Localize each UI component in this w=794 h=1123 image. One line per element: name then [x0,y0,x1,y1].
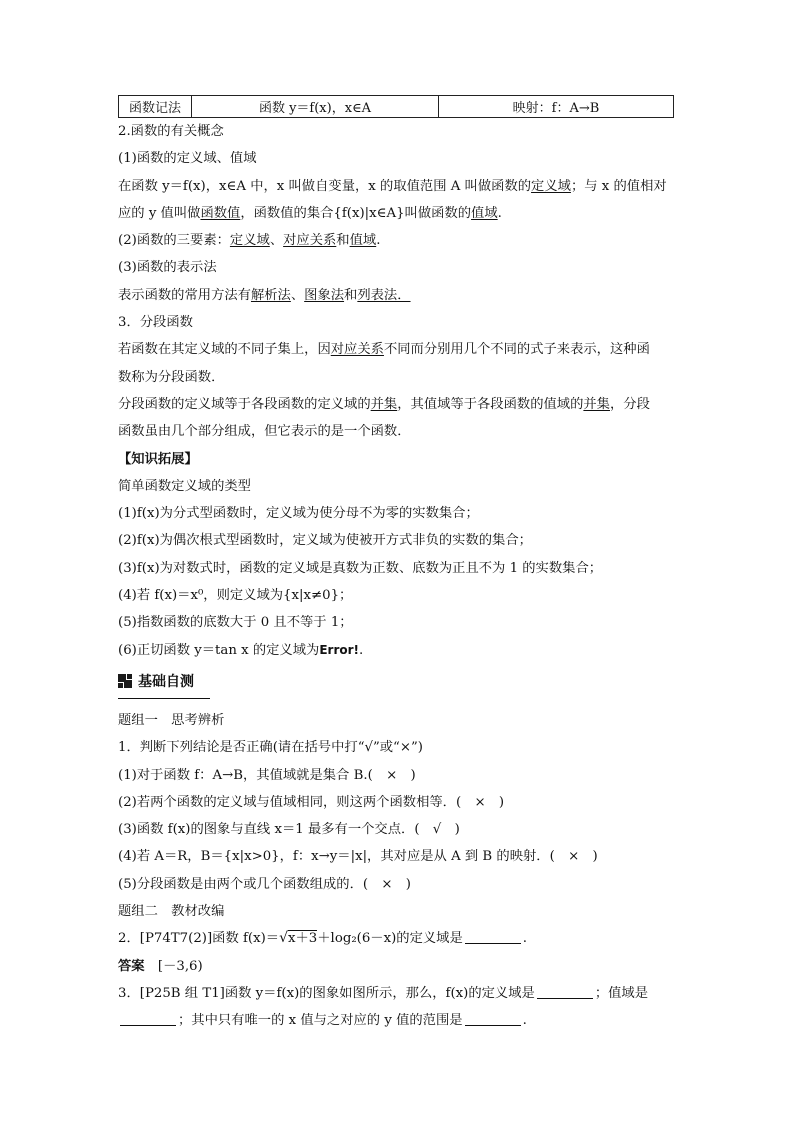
paragraph: 函数虽由几个部分组成，但它表示的是一个函数． [118,424,411,440]
list-item: (1)f(x)为分式型函数时，定义域为使分母不为零的实数集合； [118,506,479,522]
paragraph: (2)函数的三要素：定义域、对应关系和值域. [118,233,381,249]
question-group-title: 题组一 思考辨析 [118,712,225,728]
section-heading [118,666,210,699]
section-title: 基础自测 [138,673,194,690]
paragraph: 在函数 y＝f(x)，x∈A 中，x 叫做自变量，x 的取值范围 A 叫做函数的定义域；与 x 的值相对 [118,178,667,194]
answer-blank [465,929,521,944]
answer: 答案 [－3,6) [118,958,203,974]
paragraph: (1)函数的定义域、值域 [118,151,257,167]
list-item: (4)若 f(x)＝x⁰，则定义域为{x|x≠0}； [118,588,353,604]
question-item: (2)若两个函数的定义域与值域相同，则这两个函数相等．( × ) [118,794,505,810]
question-item: (3)函数 f(x)的图象与直线 x＝1 最多有一个交点．( √ ) [118,822,460,838]
question-group-title: 题组二 教材改编 [118,904,225,920]
question: ；其中只有唯一的 x 值与之对应的 y 值的范围是 . [118,1007,678,1034]
paragraph: 若函数在其定义域的不同子集上，因对应关系不同而分别用几个不同的式子来表示，这种函 [118,342,650,358]
question: 3．[P25B 组 T1]函数 y＝f(x)的图象如图所示，那么，f(x)的定义域是 ；值域是 [118,985,649,1001]
list-item: (3)f(x)为对数式时，函数的定义域是真数为正数、底数为正且不为 1 的实数集合； [118,560,603,576]
section-square-icon [118,674,132,688]
paragraph: 分段函数的定义域等于各段函数的定义域的并集，其值域等于各段函数的值域的并集，分段 [118,396,650,412]
paragraph: 数称为分段函数． [118,369,225,385]
question-item: (1)对于函数 f：A→B，其值域就是集合 B.( × ) [118,767,416,783]
paragraph: 简单函数定义域的类型 [118,478,251,494]
document-page [118,95,678,1035]
knowledge-extension-heading: 【知识拓展】 [118,451,198,467]
table-cell-mapping: 映射：f：A→B [439,96,674,118]
paragraph: 表示函数的常用方法有解析法、图象法和列表法． [118,287,411,303]
function-notation-table [118,95,674,118]
answer-blank [537,984,593,999]
paragraph: (3)函数的表示法 [118,260,217,276]
answer-blank [465,1011,521,1026]
heading-2: 2.函数的有关概念 [118,124,224,139]
heading-3: 3．分段函数 [118,315,193,331]
question-item: (5)分段函数是由两个或几个函数组成的．( × ) [118,876,411,892]
list-item: (6)正切函数 y＝tan x 的定义域为Error!. [118,642,364,658]
list-item: (5)指数函数的底数大于 0 且不等于 1； [118,615,353,631]
question-item: (4)若 A＝R，B＝{x|x>0}，f：x→y＝|x|，其对应是从 A 到 B 的映射．( × ) [118,849,598,865]
table-cell-function: 函数 y＝f(x)，x∈A [192,96,439,118]
table-cell-label: 函数记法 [119,96,192,118]
question: 1．判断下列结论是否正确(请在括号中打“√”或“×”) [118,740,423,756]
paragraph: 应的 y 值叫做函数值，函数值的集合{f(x)|x∈A}叫做函数的值域. [118,205,502,221]
list-item: (2)f(x)为偶次根式型函数时，定义域为使被开方式非负的实数的集合； [118,533,532,549]
answer-blank [120,1011,176,1026]
question: 2．[P74T7(2)]函数 f(x)＝√x＋3＋log₂(6－x)的定义域是 . [118,930,528,947]
sqrt-radicand: x＋3 [288,931,318,947]
